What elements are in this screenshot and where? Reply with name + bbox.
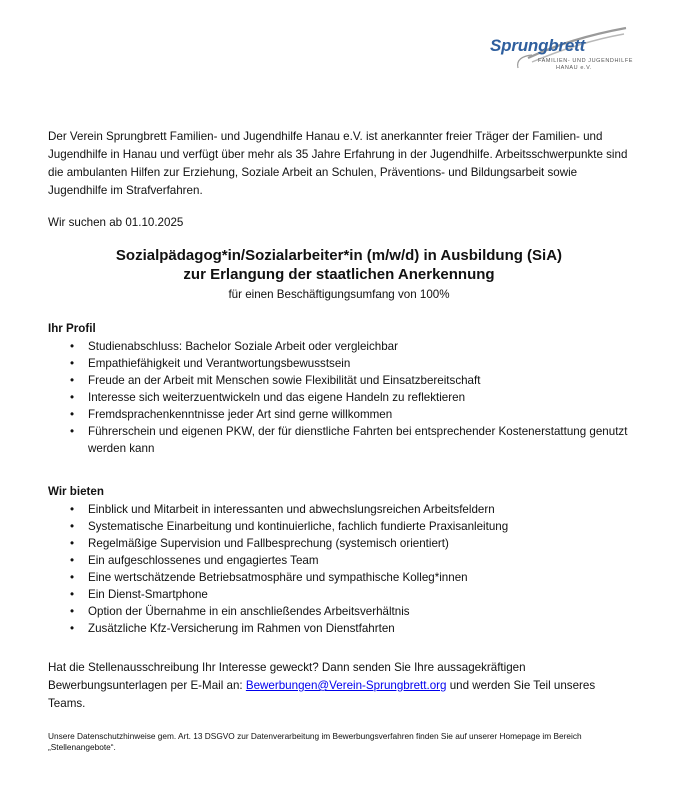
list-item: • Systematische Einarbeitung und kontinuierliche, fachlich fundierte Praxisanleitung bbox=[48, 518, 630, 535]
start-date-line: Wir suchen ab 01.10.2025 bbox=[48, 216, 184, 229]
application-email-link[interactable]: Bewerbungen@Verein-Sprungbrett.org bbox=[245, 679, 447, 692]
job-posting bbox=[48, 128, 630, 753]
list-item: • Empathiefähigkeit und Verantwortungsbewusstsein bbox=[48, 355, 630, 372]
list-item: • Freude an der Arbeit mit Menschen sowie Flexibilität und Einsatzbereitschaft bbox=[48, 372, 630, 389]
profile-list bbox=[48, 338, 630, 457]
closing-paragraph bbox=[48, 659, 630, 713]
logo-tagline-location: HANAU e.V. bbox=[556, 65, 593, 71]
list-item: • Ein Dienst-Smartphone bbox=[48, 586, 630, 603]
offer-heading: Wir bieten bbox=[48, 485, 104, 498]
offer-list bbox=[48, 501, 630, 637]
job-title-line2: zur Erlangung der staatlichen Anerkennung bbox=[183, 266, 495, 283]
closing-text-end: und werden Sie Teil unseres Teams. bbox=[48, 679, 596, 710]
list-item: • Studienabschluss: Bachelor Soziale Arbeit oder vergleichbar bbox=[48, 338, 630, 355]
logo-wordmark: Sprungbrett bbox=[490, 36, 586, 55]
intro-paragraph: Der Verein Sprungbrett Familien- und Jugendhilfe Hanau e.V. ist anerkannter freier Träger der Familien- und Jugendhilfe in Hanau und verfügt über mehr als 35 Jahre Erfahrung in der Jugendhilfe. Arbeitsschwerpunkte sind die ambulanten Hilfen zur Erziehung, Soziale Arbeit an Schulen, Präventions- und Bildungsarbeit sowie Jugendhilfe im Strafverfahren. bbox=[48, 130, 628, 197]
closing-text: Hat die Stellenausschreibung Ihr Interesse geweckt? Dann senden Sie Ihre aussagekräftigen Bewerbungsunterlagen per E-Mail an: bbox=[48, 661, 526, 692]
list-item: • Regelmäßige Supervision und Fallbesprechung (systemisch orientiert) bbox=[48, 535, 630, 552]
list-item: • Einblick und Mitarbeit in interessanten und abwechslungsreichen Arbeitsfeldern bbox=[48, 501, 630, 518]
list-item: • Interesse sich weiterzuentwickeln und das eigene Handeln zu reflektieren bbox=[48, 389, 630, 406]
list-item: • Zusätzliche Kfz-Versicherung im Rahmen von Dienstfahrten bbox=[48, 620, 630, 637]
job-title bbox=[48, 246, 630, 284]
sprungbrett-logo bbox=[488, 24, 634, 80]
profile-heading: Ihr Profil bbox=[48, 322, 96, 335]
list-item: • Option der Übernahme in ein anschließendes Arbeitsverhältnis bbox=[48, 603, 630, 620]
list-item: • Ein aufgeschlossenes und engagiertes Team bbox=[48, 552, 630, 569]
list-item: • Eine wertschätzende Betriebsatmosphäre und sympathische Kolleg*innen bbox=[48, 569, 630, 586]
privacy-notice: Unsere Datenschutzhinweise gem. Art. 13 DSGVO zur Datenverarbeitung im Bewerbungsverfahren finden Sie auf unserer Homepage im Bereich „Stellenangebote“. bbox=[48, 731, 582, 752]
employment-scope: für einen Beschäftigungsumfang von 100% bbox=[228, 288, 450, 301]
list-item: • Führerschein und eigenen PKW, der für dienstliche Fahrten bei entsprechender Kostenerstattung genutzt werden kann bbox=[48, 423, 630, 457]
logo-tagline: FAMILIEN- UND JUGENDHILFE bbox=[538, 58, 634, 64]
list-item: • Fremdsprachenkenntnisse jeder Art sind gerne willkommen bbox=[48, 406, 630, 423]
job-title-line1: Sozialpädagog*in/Sozialarbeiter*in (m/w/d) in Ausbildung (SiA) bbox=[115, 247, 563, 264]
